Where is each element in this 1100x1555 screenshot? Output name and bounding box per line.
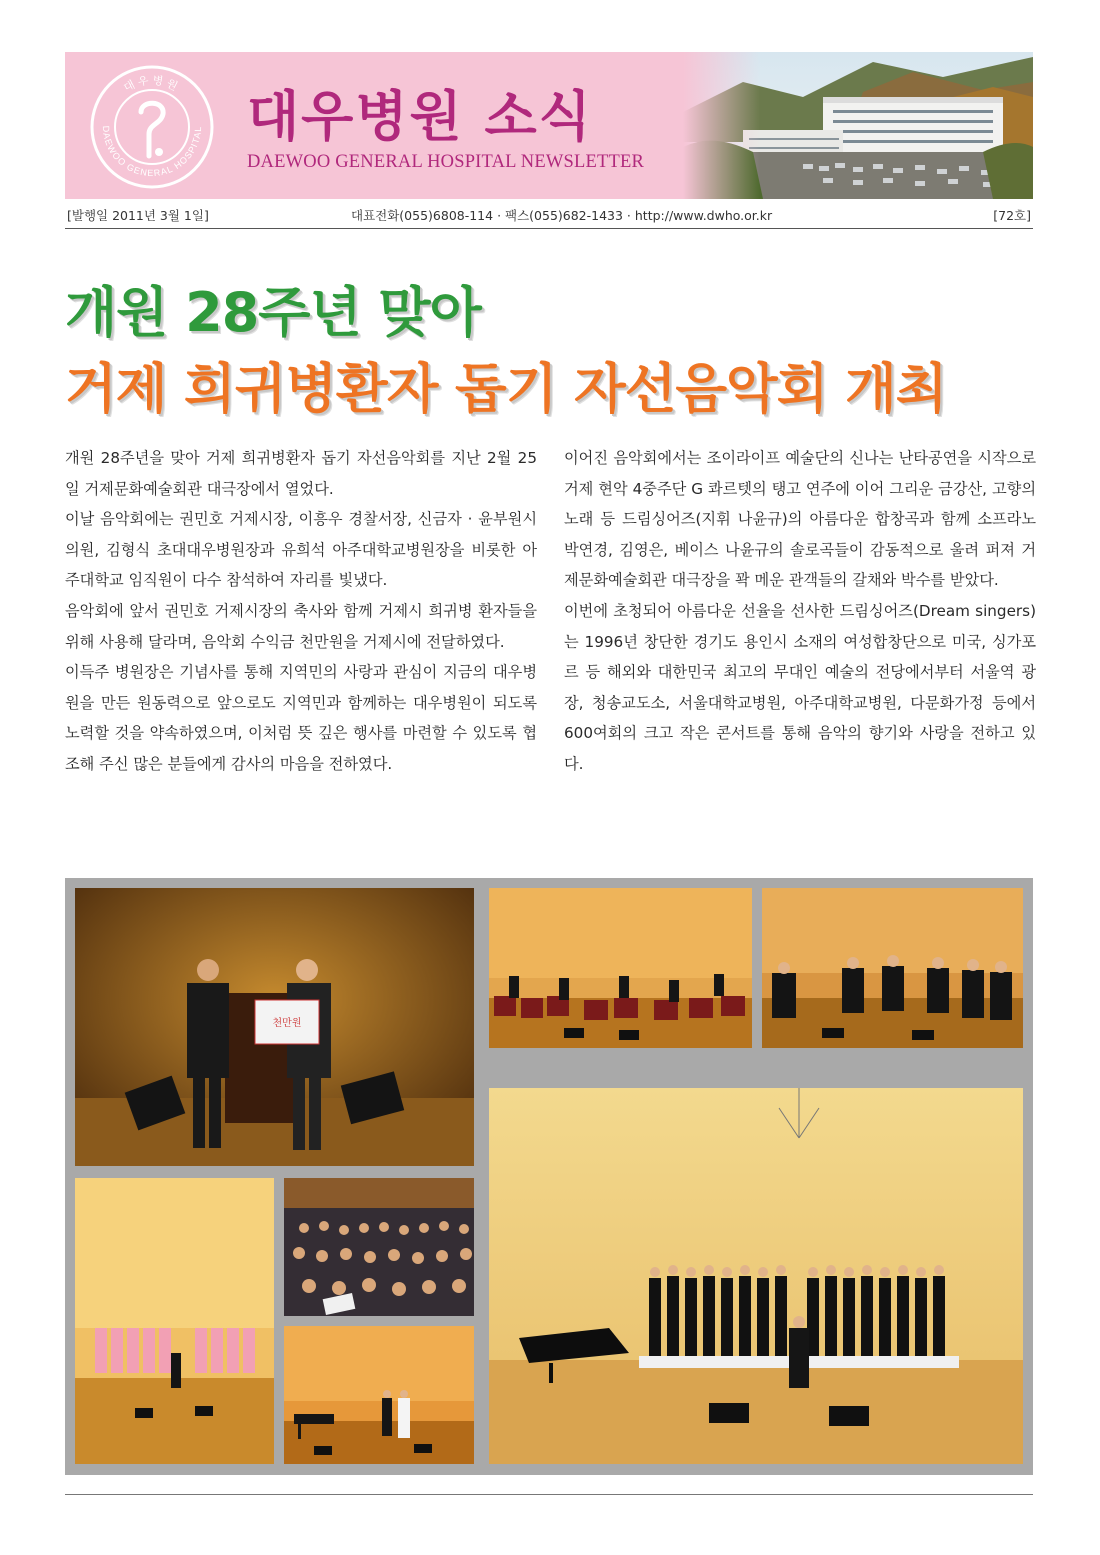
newsletter-title: 대우병원 소식 bbox=[247, 85, 593, 148]
newsletter-banner bbox=[65, 52, 1033, 199]
article-paragraph: 개원 28주년을 맞아 거제 희귀병환자 돕기 자선음악회를 지난 2월 25일 거제문화예술회관 대극장에서 열었다. bbox=[65, 449, 537, 498]
nanta-drum-performance-photo bbox=[489, 888, 752, 1048]
vocal-duet-photo bbox=[284, 1326, 474, 1464]
footer-divider bbox=[65, 1494, 1033, 1495]
hospital-building-photo bbox=[683, 52, 1033, 199]
donation-sign-text: 천만원 bbox=[272, 1018, 302, 1029]
headline-line-2: 거제 희귀병환자 돕기 자선음악회 개최 bbox=[65, 357, 947, 420]
article-paragraph: 이어진 음악회에서는 조이라이프 예술단의 신나는 난타공연을 시작으로 거제 현악 4중주단 G 콰르텟의 탱고 연주에 이어 그리운 금강산, 고향의 노래 등 드림싱어즈(지휘 나윤규)의 아름다운 합창곡과 함께 소프라노 박연경, 김영은, 베이스 나윤규의 솔로곡들이 감동적으로 울려 퍼져 거제문화예술회관 대극장을 꽉 메운 관객들의 갈채와 박수를 받았다. bbox=[564, 449, 1036, 590]
article-column-left bbox=[65, 443, 537, 780]
article-column-right bbox=[564, 443, 1036, 780]
article-paragraph: 이날 음악회에는 권민호 거제시장, 이흥우 경찰서장, 신금자 · 윤부원시의원, 김형식 초대대우병원장과 유희석 아주대학교병원장을 비롯한 아주대학교 임직원이 다수 참석하여 자리를 빛냈다. bbox=[65, 510, 537, 590]
newsletter-subtitle: DAEWOO GENERAL HOSPITAL NEWSLETTER bbox=[247, 152, 645, 172]
article-paragraph: 이번에 초청되어 아름다운 선율을 선사한 드림싱어즈(Dream singers)는 1996년 창단한 경기도 용인시 소재의 여성합창단으로 미국, 싱가포르 등 해외와 대한민국 최고의 무대인 예술의 전당에서부터 서울역 광장, 청송교도소, 서울대학교병원, 아주대학교병원, 다문화가정 등에서 600여회의 크고 작은 콘서트를 통해 음악의 향기와 사랑을 전하고 있다. bbox=[564, 601, 1036, 773]
issue-number: [72호] bbox=[993, 208, 1031, 223]
dream-singers-choir-photo bbox=[489, 1088, 1023, 1464]
article-paragraph: 이득주 병원장은 기념사를 통해 지역민의 사랑과 관심이 지금의 대우병원을 만든 원동력으로 앞으로도 지역민과 함께하는 대우병원이 되도록 노력할 것을 약속하였으며, 이처럼 뜻 깊은 행사를 마련할 수 있도록 협조해 주신 많은 분들에게 감사의 마음을 전하였다. bbox=[65, 663, 537, 773]
string-quartet-photo bbox=[762, 888, 1023, 1048]
logo-text-top: 대우병원 bbox=[121, 73, 183, 95]
hospital-logo bbox=[89, 64, 215, 190]
audience-photo bbox=[284, 1178, 474, 1316]
photo-collage bbox=[65, 878, 1033, 1475]
publication-info-bar bbox=[65, 202, 1033, 229]
publish-date: [발행일 2011년 3월 1일] bbox=[67, 208, 209, 223]
article-paragraph: 음악회에 앞서 권민호 거제시장의 축사와 함께 거제시 희귀병 환자들을 위해 사용해 달라며, 음악회 수익금 천만원을 거제시에 전달하였다. bbox=[65, 601, 537, 651]
headline-line-1: 개원 28주년 맞아 bbox=[65, 281, 481, 344]
logo-text-bottom: DAEWOO GENERAL HOSPITAL bbox=[100, 125, 204, 179]
choir-pink-dresses-photo bbox=[75, 1178, 274, 1464]
donation-ceremony-photo bbox=[75, 888, 474, 1166]
contact-info: 대표전화(055)6808-114 · 팩스(055)682-1433 · http://www.dwho.or.kr bbox=[351, 208, 773, 223]
svg-text:대우병원 bbox=[121, 73, 183, 95]
